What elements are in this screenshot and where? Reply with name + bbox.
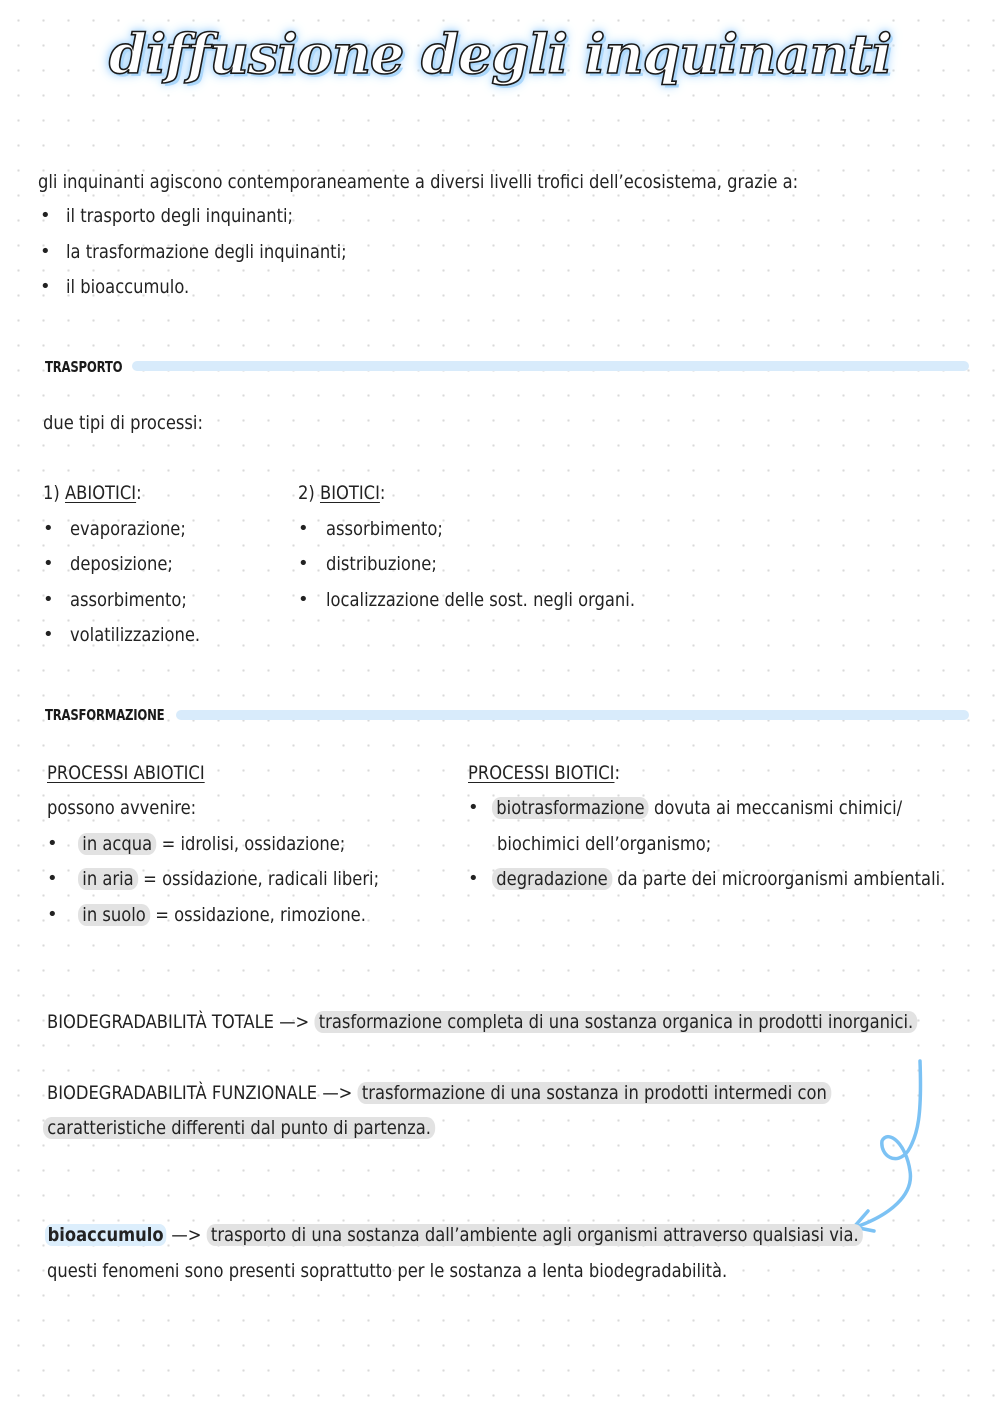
trasporto-subtitle: due tipi di processi: bbox=[43, 412, 203, 434]
biotic-process-1 bbox=[492, 796, 902, 820]
biotici-number: 2) bbox=[298, 482, 315, 504]
abiotici-item-1: evaporazione; bbox=[70, 518, 186, 540]
bullet-icon: • bbox=[43, 518, 54, 539]
highlight-term: degradazione bbox=[492, 868, 612, 890]
arrow-text: —> bbox=[166, 1224, 207, 1246]
bullet-icon: • bbox=[298, 589, 309, 610]
highlight-term: in suolo bbox=[78, 904, 150, 926]
processi-biotici-heading bbox=[468, 761, 620, 785]
abiotici-label: ABIOTICI bbox=[64, 482, 137, 504]
process-desc: = idrolisi, ossidazione; bbox=[156, 833, 346, 855]
processi-abiotici-heading: PROCESSI ABIOTICI bbox=[47, 762, 205, 784]
abiotic-process-3 bbox=[78, 903, 366, 927]
bullet-icon: • bbox=[43, 624, 54, 645]
abiotic-process-2 bbox=[78, 867, 379, 891]
process-desc: dovuta ai meccanismi chimici/ bbox=[648, 797, 903, 819]
bioaccumulo bbox=[45, 1223, 863, 1247]
biodeg-funzionale bbox=[47, 1081, 831, 1105]
abiotici-colon: : bbox=[136, 482, 142, 504]
processi-abiotici-subtitle: possono avvenire: bbox=[47, 797, 197, 819]
highlight-term: in acqua bbox=[78, 833, 156, 855]
abiotici-number: 1) bbox=[43, 482, 60, 504]
section-divider bbox=[176, 710, 969, 720]
intro-bullet-3: il bioaccumulo. bbox=[66, 276, 190, 298]
intro-text: gli inquinanti agiscono contemporaneamente a diversi livelli trofici dell’ecosistema, grazie a: bbox=[38, 171, 799, 193]
biodeg-totale bbox=[47, 1010, 918, 1034]
highlight-term: biotrasformazione bbox=[492, 797, 649, 819]
biotici-label: BIOTICI bbox=[319, 482, 380, 504]
bullet-icon: • bbox=[468, 868, 479, 889]
biotici-item-3: localizzazione delle sost. negli organi. bbox=[326, 589, 636, 611]
bioaccumulo-definition: trasporto di una sostanza dall’ambiente agli organismi attraverso qualsiasi via. bbox=[207, 1224, 863, 1246]
abiotici-item-3: assorbimento; bbox=[70, 589, 187, 611]
abiotici-item-2: deposizione; bbox=[70, 553, 173, 575]
bullet-icon: • bbox=[468, 797, 479, 818]
biotic-process-1-line2: biochimici dell’organismo; bbox=[497, 833, 712, 855]
bullet-icon: • bbox=[43, 553, 54, 574]
bullet-icon: • bbox=[47, 904, 58, 925]
arrow-text: —> bbox=[317, 1082, 358, 1104]
curved-arrow-icon bbox=[840, 1055, 940, 1240]
section-heading-trasformazione: TRASFORMAZIONE bbox=[45, 706, 165, 724]
bullet-icon: • bbox=[40, 241, 51, 262]
highlight-term: in aria bbox=[78, 868, 138, 890]
page-title: diffusione degli inquinanti bbox=[108, 22, 892, 86]
bullet-icon: • bbox=[47, 868, 58, 889]
bullet-icon: • bbox=[43, 589, 54, 610]
intro-bullet-2: la trasformazione degli inquinanti; bbox=[66, 241, 347, 263]
bioaccumulo-note: questi fenomeni sono presenti soprattutto per le sostanza a lenta biodegradabilità. bbox=[47, 1260, 728, 1282]
biodeg-funzionale-definition: trasformazione di una sostanza in prodotti intermedi con bbox=[358, 1082, 832, 1104]
bullet-icon: • bbox=[40, 205, 51, 226]
biodeg-totale-label: BIODEGRADABILITÀ TOTALE bbox=[47, 1011, 274, 1033]
bioaccumulo-term: bioaccumulo bbox=[45, 1224, 166, 1246]
biotici-item-2: distribuzione; bbox=[326, 553, 437, 575]
biotici-colon: : bbox=[379, 482, 386, 504]
bullet-icon: • bbox=[40, 276, 51, 297]
biodeg-funzionale-line2 bbox=[43, 1116, 435, 1140]
process-desc: = ossidazione, radicali liberi; bbox=[137, 868, 380, 890]
processi-biotici-label: PROCESSI BIOTICI bbox=[468, 762, 615, 784]
arrow-text: —> bbox=[273, 1011, 315, 1033]
bullet-icon: • bbox=[298, 518, 309, 539]
abiotic-process-1 bbox=[78, 832, 345, 856]
process-desc: = ossidazione, rimozione. bbox=[150, 904, 366, 926]
biodeg-funzionale-definition-2: caratteristiche differenti dal punto di partenza. bbox=[43, 1117, 435, 1139]
biotici-item-1: assorbimento; bbox=[326, 518, 443, 540]
process-desc: da parte dei microorganismi ambientali. bbox=[612, 868, 946, 890]
section-divider bbox=[132, 361, 969, 371]
abiotici-item-4: volatilizzazione. bbox=[70, 624, 201, 646]
section-heading-trasporto: TRASPORTO bbox=[45, 358, 123, 376]
biodeg-totale-definition: trasformazione completa di una sostanza organica in prodotti inorganici. bbox=[314, 1011, 917, 1033]
intro-bullet-1: il trasporto degli inquinanti; bbox=[66, 205, 294, 227]
abiotici-heading bbox=[43, 481, 142, 505]
processi-biotici-colon: : bbox=[614, 762, 620, 784]
biodeg-funzionale-label: BIODEGRADABILITÀ FUNZIONALE bbox=[47, 1082, 318, 1104]
bullet-icon: • bbox=[47, 833, 58, 854]
bullet-icon: • bbox=[298, 553, 309, 574]
biotici-heading bbox=[298, 481, 385, 505]
biotic-process-2 bbox=[492, 867, 945, 891]
